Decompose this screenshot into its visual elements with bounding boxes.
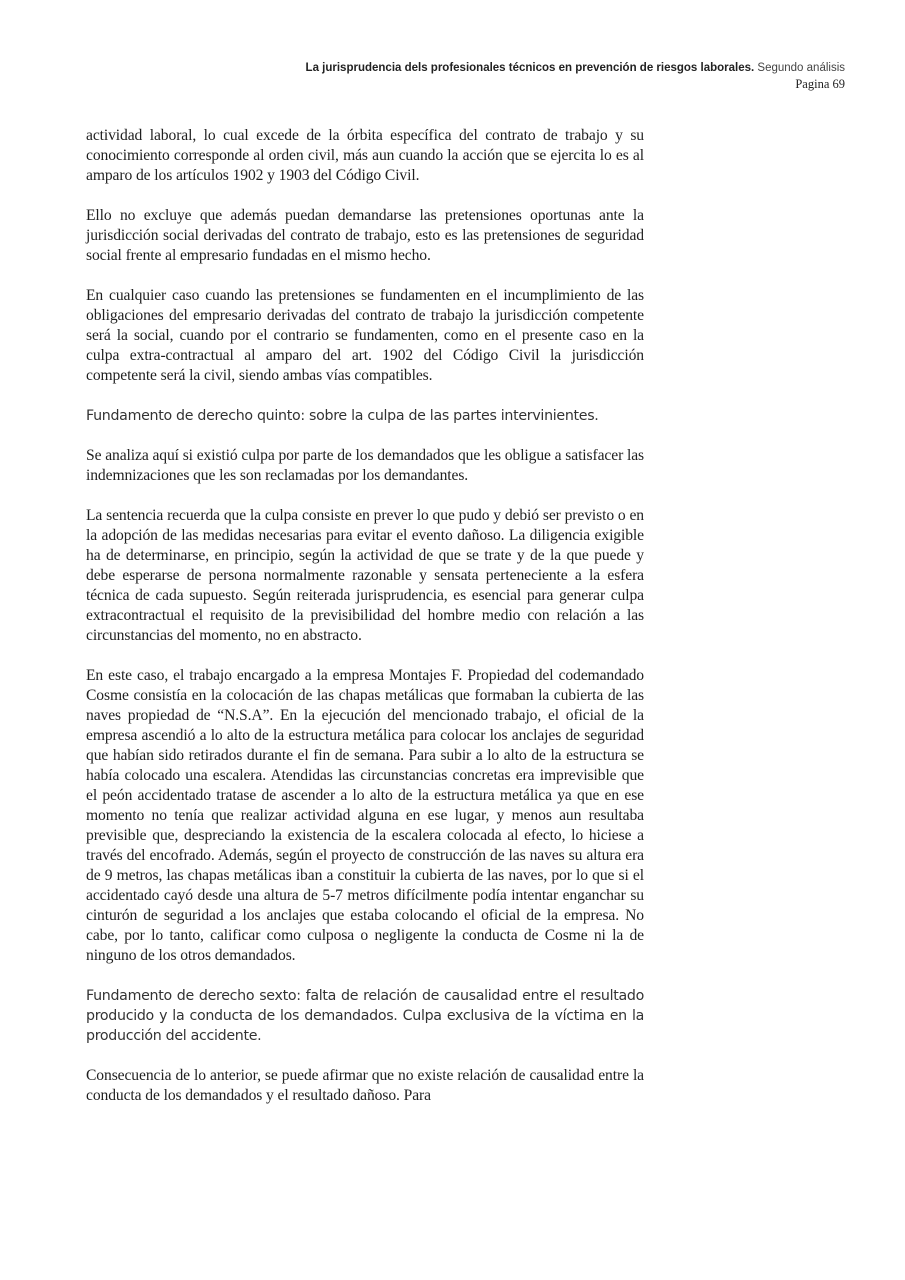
header-subtitle: Segundo análisis — [757, 62, 845, 74]
header-title-line — [306, 60, 845, 76]
section-heading-sexto: Fundamento de derecho sexto: falta de relación de causalidad entre el resultado producido y la conducta de los demandados. Culpa exclusiva de la víctima en la producción del accidente. — [86, 988, 644, 1044]
section-heading-quinto: Fundamento de derecho quinto: sobre la culpa de las partes intervinientes. — [86, 408, 599, 424]
paragraph-1: actividad laboral, lo cual excede de la órbita específica del contrato de trabajo y su conocimiento corresponde al orden civil, más aun cuando la acción que se ejercita lo es al amparo de los artículos 1902 y 1903 del Código Civil. — [86, 127, 644, 184]
paragraph-4: Se analiza aquí si existió culpa por parte de los demandados que les obligue a satisfacer las indemnizaciones que les son reclamadas por los demandantes. — [86, 447, 644, 484]
document-body — [86, 126, 644, 1126]
paragraph-3: En cualquier caso cuando las pretensiones se fundamenten en el incumplimiento de las obligaciones del empresario derivadas del contrato de trabajo la jurisdicción competente será la social, cuando por el contrario se fundamenten, como en el presente caso en la culpa extra-contractual al amparo del art. 1902 del Código Civil la jurisdicción competente será la civil, siendo ambas vías compatibles. — [86, 287, 644, 384]
running-header — [306, 60, 845, 92]
header-title: La jurisprudencia dels profesionales técnicos en prevención de riesgos laborales. — [305, 62, 755, 74]
page-number: Pagina 69 — [795, 77, 845, 91]
paragraph-7: Consecuencia de lo anterior, se puede afirmar que no existe relación de causalidad entre la conducta de los demandados y el resultado dañoso. Para — [86, 1067, 644, 1104]
paragraph-6: En este caso, el trabajo encargado a la empresa Montajes F. Propiedad del codemandado Cosme consistía en la colocación de las chapas metálicas que formaban la cubierta de las naves propiedad de “N.S.A”. En la ejecución del mencionado trabajo, el oficial de la empresa ascendió a lo alto de la estructura metálica para colocar los anclajes de seguridad que habían sido retirados durante el fin de semana. Para subir a lo alto de la estructura se había colocado una escalera. Atendidas las circunstancias concretas era imprevisible que el peón accidentado tratase de ascender a lo alto de la estructura metálica ya que en ese momento no tenía que realizar actividad alguna en ese lugar, y menos aun resultaba previsible que, despreciando la existencia de la escalera colocada al efecto, lo hiciese a través del encofrado. Además, según el proyecto de construcción de las naves su altura era de 9 metros, las chapas metálicas iban a constituir la cubierta de las naves, por lo que si el accidentado cayó desde una altura de 5-7 metros difícilmente podía intentar enganchar su cinturón de seguridad a los anclajes que estaba colocando el oficial de la empresa. No cabe, por lo tanto, calificar como culposa o negligente la conducta de Cosme ni la de ninguno de los otros demandados. — [86, 667, 644, 964]
paragraph-2: Ello no excluye que además puedan demandarse las pretensiones oportunas ante la jurisdicción social derivadas del contrato de trabajo, esto es las pretensiones de seguridad social frente al empresario fundadas en el mismo hecho. — [86, 207, 644, 264]
paragraph-5: La sentencia recuerda que la culpa consiste en prever lo que pudo y debió ser previsto o en la adopción de las medidas necesarias para evitar el evento dañoso. La diligencia exigible ha de determinarse, en principio, según la actividad de que se trate y de la que puede y debe esperarse de persona normalmente razonable y sensata perteneciente a la esfera técnica de cada supuesto. Según reiterada jurisprudencia, es esencial para generar culpa extracontractual el requisito de la previsibilidad del hombre medio con relación a las circunstancias del momento, no en abstracto. — [86, 507, 644, 644]
